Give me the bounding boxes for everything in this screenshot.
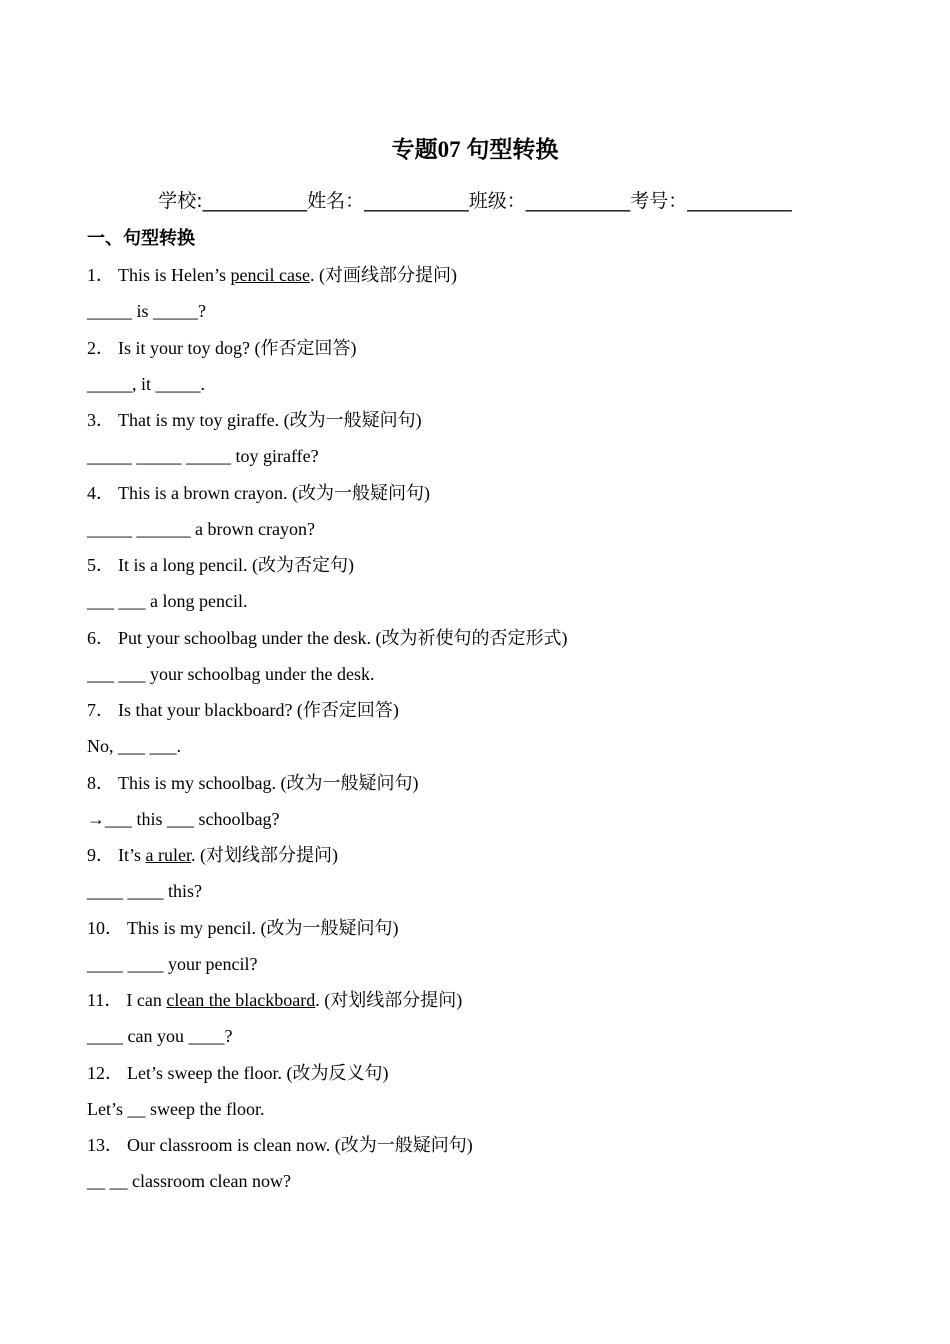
question-number: 3． <box>87 410 114 430</box>
underlined-phrase: a ruler <box>145 845 191 865</box>
class-field: 班级：___________ <box>468 190 631 212</box>
page-title: 专题07 句型转换 <box>391 137 559 162</box>
question-text: It’s <box>118 845 146 865</box>
question-text: Our classroom is clean now. (改为一般疑问句) <box>127 1135 473 1155</box>
question-prompt <box>87 842 338 868</box>
question-prompt <box>87 335 356 361</box>
question-text: This is my pencil. (改为一般疑问句) <box>127 917 399 938</box>
answer-blank-line[interactable]: ____ can you ____? <box>87 1026 233 1047</box>
question-number: 8． <box>87 772 114 793</box>
question-text: This is a brown crayon. (改为一般疑问句) <box>118 482 430 503</box>
answer-blank-line[interactable]: __ __ classroom clean now? <box>87 1171 291 1192</box>
answer-blank-line[interactable]: Let’s __ sweep the floor. <box>87 1098 265 1119</box>
question-number: 6． <box>87 627 114 648</box>
question-prompt <box>87 480 430 506</box>
name-field: 姓名：___________ <box>307 190 469 212</box>
question-text: I can <box>126 990 167 1010</box>
question-prompt <box>87 1132 473 1158</box>
question-number: 5． <box>87 555 114 575</box>
answer-blank-line[interactable]: ___ ___ your schoolbag under the desk. <box>87 663 375 684</box>
question-text: It is a long pencil. (改为否定句) <box>118 555 354 575</box>
question-prompt <box>87 1060 388 1086</box>
question-number: 2． <box>87 337 114 358</box>
question-prompt <box>87 262 457 288</box>
question-instruction: . (对画线部分提问) <box>309 265 457 285</box>
question-instruction: . (对划线部分提问) <box>315 990 463 1010</box>
question-text: This is Helen’s <box>118 265 231 285</box>
section-heading: 一、句型转换 <box>87 228 195 249</box>
question-number: 1． <box>87 265 114 285</box>
question-prompt <box>87 915 398 941</box>
answer-blank-line[interactable]: _____ _____ _____ toy giraffe? <box>87 446 319 467</box>
question-prompt <box>87 697 399 723</box>
question-prompt <box>87 407 422 433</box>
question-prompt <box>87 552 354 578</box>
school-field: 学校:___________ <box>158 190 308 212</box>
question-prompt <box>87 625 567 651</box>
question-instruction: . (对划线部分提问) <box>191 845 338 865</box>
question-prompt <box>87 770 418 796</box>
answer-blank-line[interactable]: ___ ___ a long pencil. <box>87 591 248 612</box>
question-number: 13． <box>87 1135 123 1155</box>
question-text: Is that your blackboard? (作否定回答) <box>118 700 399 720</box>
answer-blank-line[interactable]: _____ is _____? <box>87 301 206 322</box>
question-text: Let’s sweep the floor. (改为反义句) <box>127 1062 389 1083</box>
question-text: Put your schoolbag under the desk. (改为祈使句的否定形式) <box>118 627 568 648</box>
question-text: That is my toy giraffe. (改为一般疑问句) <box>118 410 422 430</box>
answer-blank-line[interactable]: ____ ____ your pencil? <box>87 953 258 974</box>
answer-blank-line[interactable]: No, ___ ___. <box>87 736 181 757</box>
question-number: 11． <box>87 990 123 1010</box>
question-number: 12． <box>87 1062 123 1083</box>
exam-number-field: 考号：___________ <box>630 190 792 212</box>
underlined-phrase: pencil case <box>230 265 310 285</box>
student-info-line <box>0 187 950 215</box>
answer-blank-line[interactable]: _____ ______ a brown crayon? <box>87 518 315 539</box>
question-number: 4． <box>87 482 114 503</box>
question-prompt <box>87 987 462 1013</box>
underlined-phrase: clean the blackboard <box>166 990 316 1010</box>
question-text: This is my schoolbag. (改为一般疑问句) <box>118 772 419 793</box>
question-number: 9． <box>87 845 114 865</box>
answer-blank-line[interactable]: →___ this ___ schoolbag? <box>87 808 280 829</box>
question-number: 7． <box>87 700 114 720</box>
answer-blank-line[interactable]: _____, it _____. <box>87 373 206 394</box>
answer-blank-line[interactable]: ____ ____ this? <box>87 881 202 902</box>
question-text: Is it your toy dog? (作否定回答) <box>118 337 357 358</box>
question-number: 10． <box>87 917 123 938</box>
